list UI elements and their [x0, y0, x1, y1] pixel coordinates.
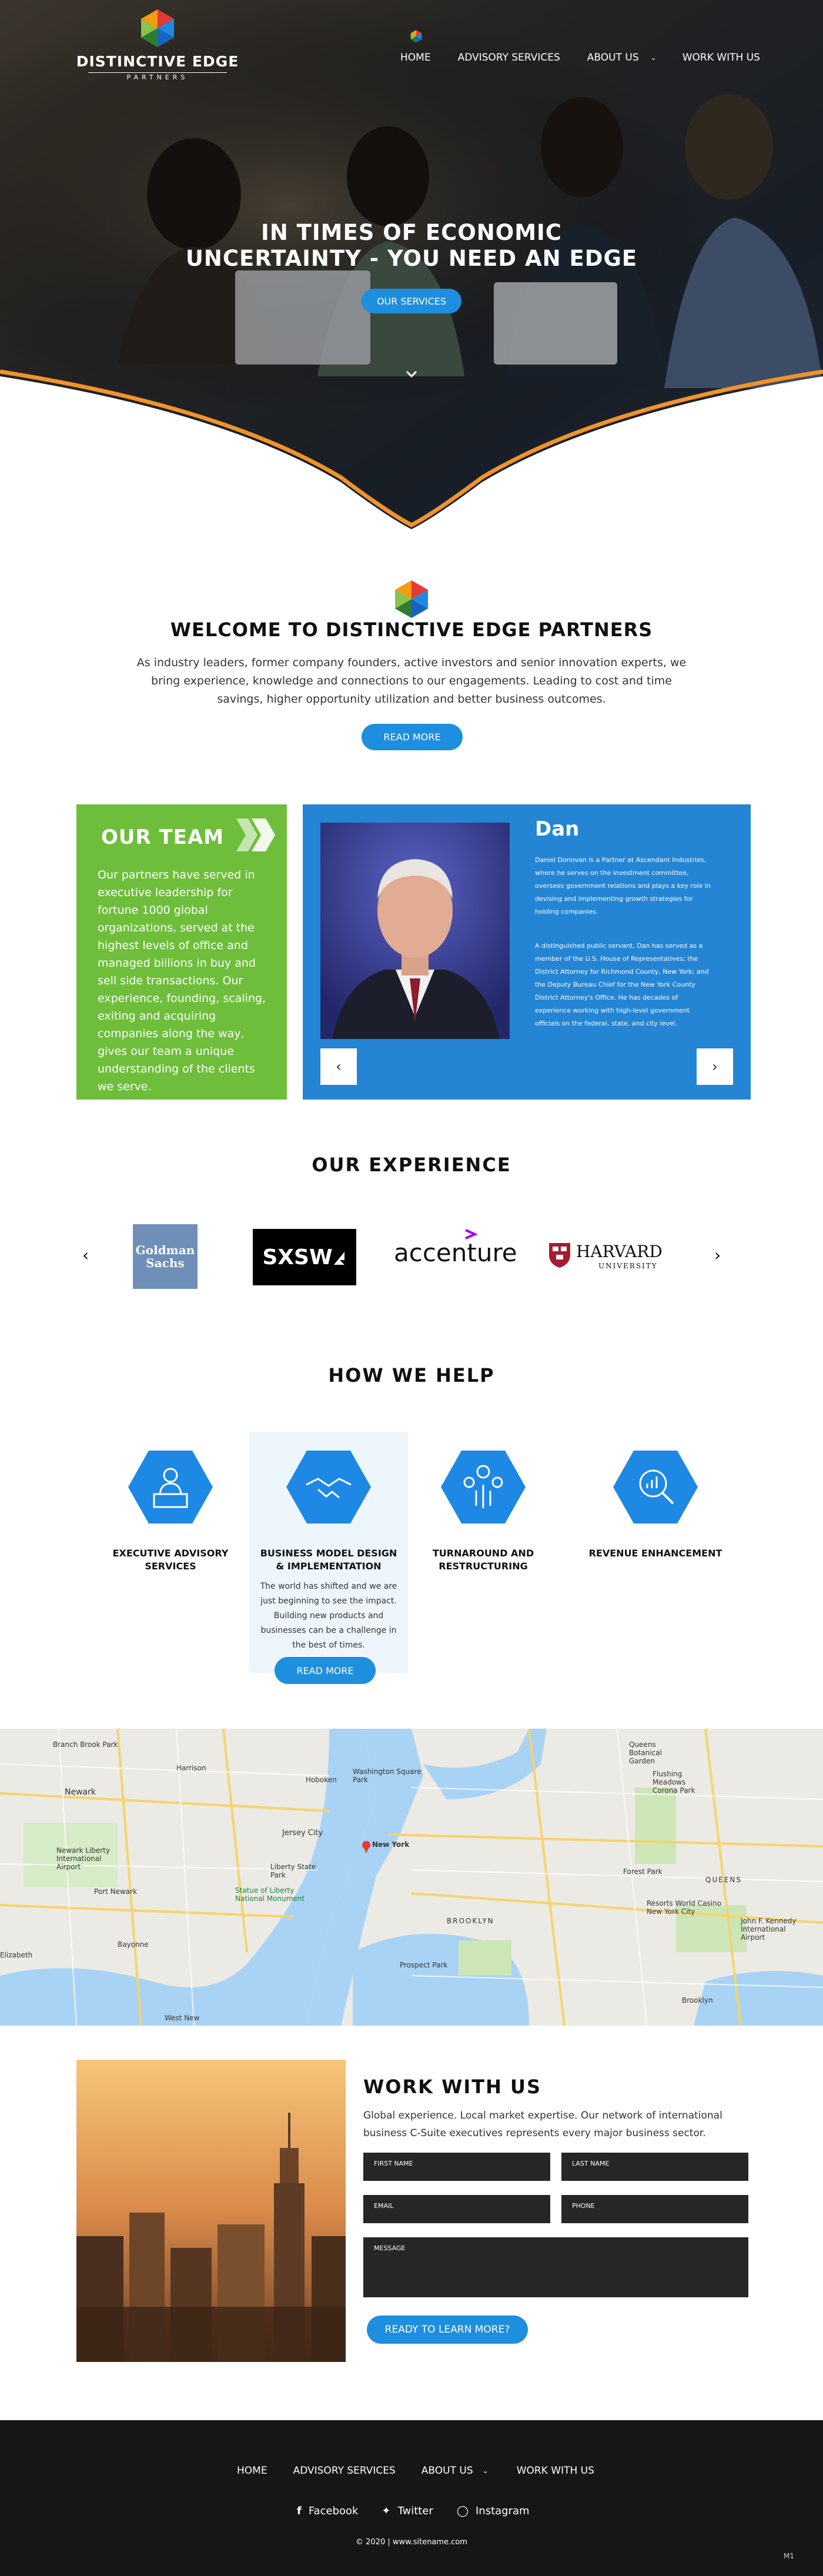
- hero-section: [0, 0, 823, 541]
- map-label: Resorts World Casino New York City: [647, 1899, 721, 1916]
- team-member-bio-1: Daniel Donovan is a Partner at Ascendant Industries, where he serves on the investment committee, oversees government relations and plays a key role in devising and implementing growth strategies for holding companies.: [535, 856, 711, 916]
- harvard-shield-icon: [548, 1242, 571, 1269]
- twitter-label: Twitter: [397, 2505, 433, 2517]
- experience-next-chevron-icon[interactable]: ›: [714, 1245, 721, 1265]
- service-label: [97, 1547, 244, 1573]
- service-description: The world has shifted and we are just beginning to see the impact. Building new products and businesses can be a challenge in the best of times.: [260, 1582, 397, 1650]
- chevron-down-icon[interactable]: ⌄: [482, 2467, 489, 2475]
- map-label: BROOKLYN: [447, 1917, 494, 1925]
- experience-title: OUR EXPERIENCE: [312, 1154, 511, 1176]
- map-label: Port Newark: [94, 1887, 138, 1896]
- map-label: Brooklyn: [682, 1996, 713, 2004]
- twitter-link[interactable]: [382, 2505, 433, 2517]
- handshake-icon: [285, 1449, 372, 1525]
- map-label: Flushing Meadows Corona Park: [653, 1770, 695, 1795]
- work-with-us-title: WORK WITH US: [363, 2076, 542, 2098]
- welcome-logo-icon: [392, 579, 431, 620]
- nav-advisory-services[interactable]: ADVISORY SERVICES: [457, 52, 560, 64]
- brand-name: DISTINCTIVE EDGE: [76, 53, 239, 70]
- map-label: Liberty State Park: [270, 1863, 316, 1879]
- facebook-link[interactable]: [297, 2505, 358, 2517]
- nav-home[interactable]: HOME: [400, 52, 431, 64]
- message-field[interactable]: MESSAGE: [363, 2237, 748, 2297]
- service-label-line-1: EXECUTIVE ADVISORY: [112, 1548, 229, 1559]
- brand-logo-icon: [138, 8, 177, 49]
- map-label: Elizabeth: [0, 1951, 33, 1959]
- instagram-label: Instagram: [476, 2505, 530, 2517]
- map-label: Statue of Liberty National Monument: [235, 1886, 305, 1903]
- map-label: John F. Kennedy International Airport: [741, 1917, 797, 1942]
- welcome-title: WELCOME TO DISTINCTIVE EDGE PARTNERS: [170, 619, 653, 641]
- instagram-link[interactable]: [457, 2505, 530, 2517]
- map-label: Forest Park: [623, 1867, 663, 1876]
- main-nav: [400, 49, 787, 66]
- service-revenue-enhancement[interactable]: [582, 1449, 729, 1560]
- brand-subtitle: PARTNERS: [126, 73, 189, 81]
- map-label: Prospect Park: [400, 1961, 448, 1969]
- service-label: [410, 1547, 557, 1573]
- team-prev-button[interactable]: [320, 1048, 357, 1085]
- hero-title-line-2: UNCERTAINTY - YOU NEED AN EDGE: [185, 246, 638, 271]
- service-read-more-button[interactable]: READ MORE: [275, 1657, 376, 1684]
- footer-nav-about-us[interactable]: ABOUT US: [421, 2465, 473, 2477]
- goldman-sachs-logo: [133, 1224, 198, 1289]
- social-links: [297, 2505, 553, 2517]
- harvard-logo: [548, 1241, 677, 1276]
- sxsw-arrow-icon: [333, 1248, 347, 1266]
- footer-nav-home[interactable]: HOME: [237, 2465, 267, 2477]
- team-member-photo: [320, 823, 510, 1039]
- footer-nav: [237, 2465, 620, 2477]
- map-label: West New: [165, 2014, 200, 2022]
- team-title: OUR TEAM: [101, 826, 225, 849]
- map-label: Queens Botanical Garden: [629, 1740, 662, 1765]
- harvard-logo-sub: UNIVERSITY: [598, 1262, 658, 1270]
- service-business-model[interactable]: [255, 1449, 402, 1573]
- copyright-text: © 2020 | www.sitename.com: [356, 2538, 467, 2547]
- how-we-help-title: HOW WE HELP: [328, 1364, 495, 1386]
- service-label: [582, 1547, 729, 1560]
- experience-prev-chevron-icon[interactable]: ‹: [82, 1245, 89, 1265]
- service-executive-advisory[interactable]: [97, 1449, 244, 1573]
- service-label-line-1: REVENUE ENHANCEMENT: [588, 1548, 722, 1559]
- read-more-button[interactable]: READ MORE: [362, 724, 463, 750]
- city-skyline-image: [76, 2060, 346, 2362]
- our-services-button[interactable]: OUR SERVICES: [362, 289, 461, 313]
- site-footer: [0, 2420, 823, 2576]
- map-label: Washington Square Park: [353, 1768, 421, 1784]
- team-member-bio-2: A distinguished public servant, Dan has served as a member of the U.S. House of Representatives; the District Attorney for Richmond County, New York; and the Deputy Bureau Chief for the New York County District Attorney's Office. He has decades of experience working with high-level government officials on the federal, state, and city level.: [535, 942, 709, 1027]
- service-label-line-2: RESTRUCTURING: [439, 1561, 528, 1572]
- first-name-field[interactable]: FIRST NAME: [363, 2153, 550, 2181]
- accenture-logo-text: accenture: [394, 1238, 517, 1267]
- map-label: Jersey City: [282, 1829, 323, 1837]
- sxsw-logo: [253, 1229, 356, 1285]
- team-member-card: [303, 804, 751, 1100]
- map-label: Newark Liberty International Airport: [56, 1846, 110, 1871]
- accenture-logo: [394, 1229, 517, 1270]
- map-label: QUEENS: [705, 1876, 742, 1884]
- facebook-label: Facebook: [308, 2505, 359, 2517]
- sxsw-logo-text: SXSW: [262, 1245, 333, 1269]
- chevron-right-icon: ›: [712, 1058, 718, 1075]
- goldman-logo-line-2: Sachs: [146, 1256, 185, 1270]
- brand-divider: [88, 72, 227, 73]
- work-with-us-text: Global experience. Local market expertise. Our network of international business C-Suite executives represents every major business sector.: [363, 2110, 722, 2139]
- hero-title-line-1: IN TIMES OF ECONOMIC: [261, 220, 562, 245]
- nav-about-us[interactable]: ABOUT US: [587, 52, 639, 64]
- executive-desk-icon: [127, 1449, 214, 1525]
- team-member-name: Dan: [535, 817, 580, 841]
- footer-badge: M1: [784, 2552, 794, 2560]
- twitter-icon: ✦: [382, 2505, 391, 2517]
- ready-to-learn-more-button[interactable]: READY TO LEARN MORE?: [367, 2316, 528, 2344]
- hero-title: [0, 220, 823, 272]
- chevron-left-icon: ‹: [336, 1058, 342, 1075]
- team-next-button[interactable]: [697, 1048, 733, 1085]
- last-name-field[interactable]: LAST NAME: [561, 2153, 748, 2181]
- brand-logo[interactable]: [75, 8, 240, 79]
- map-label: Hoboken: [306, 1776, 337, 1784]
- map-label: Bayonne: [118, 1940, 149, 1949]
- welcome-text: As industry leaders, former company founders, active investors and senior innovation experts, we bring experience, knowledge and connections to our engagements. Leading to cost and time savings, higher opportunity utilization and better business outcomes.: [136, 656, 687, 706]
- map-label-new-york: New York: [372, 1840, 410, 1849]
- map-label: Branch Brook Park: [53, 1740, 118, 1749]
- location-map[interactable]: [0, 1729, 823, 2026]
- goldman-logo-line-1: Goldman: [135, 1243, 195, 1257]
- phone-field[interactable]: PHONE: [561, 2195, 748, 2223]
- nav-work-with-us[interactable]: WORK WITH US: [682, 52, 760, 64]
- service-label-line-2: & IMPLEMENTATION: [276, 1561, 382, 1572]
- team-network-icon: [440, 1449, 527, 1525]
- map-label: Harrison: [176, 1764, 206, 1772]
- our-team-card: [76, 804, 287, 1100]
- service-label-line-1: TURNAROUND AND: [432, 1548, 534, 1559]
- chevron-down-icon[interactable]: ⌄: [650, 54, 657, 62]
- map-label: Newark: [65, 1788, 96, 1797]
- scroll-down-chevron-icon[interactable]: [403, 368, 420, 380]
- email-field[interactable]: EMAIL: [363, 2195, 550, 2223]
- footer-nav-work-with-us[interactable]: WORK WITH US: [516, 2465, 594, 2477]
- facebook-icon: f: [297, 2505, 302, 2517]
- service-label-line-2: SERVICES: [145, 1561, 196, 1572]
- magnifier-chart-icon: [612, 1449, 699, 1525]
- instagram-icon: ◯: [456, 2505, 469, 2517]
- footer-nav-advisory-services[interactable]: ADVISORY SERVICES: [293, 2465, 396, 2477]
- harvard-logo-text: HARVARD: [576, 1242, 663, 1261]
- nav-mini-logo-icon: [410, 29, 423, 44]
- team-text: Our partners have served in executive leadership for fortune 1000 global organizations, served at the highest levels of office and managed billions in buy and sell side transactions. Our experience, founding, scaling, exiting and acquiring companies along the way, gives our team a unique understanding of the clients we serve.: [98, 868, 266, 1093]
- service-label: [255, 1547, 402, 1573]
- service-turnaround[interactable]: [410, 1449, 557, 1573]
- service-label-line-1: BUSINESS MODEL DESIGN: [260, 1548, 397, 1559]
